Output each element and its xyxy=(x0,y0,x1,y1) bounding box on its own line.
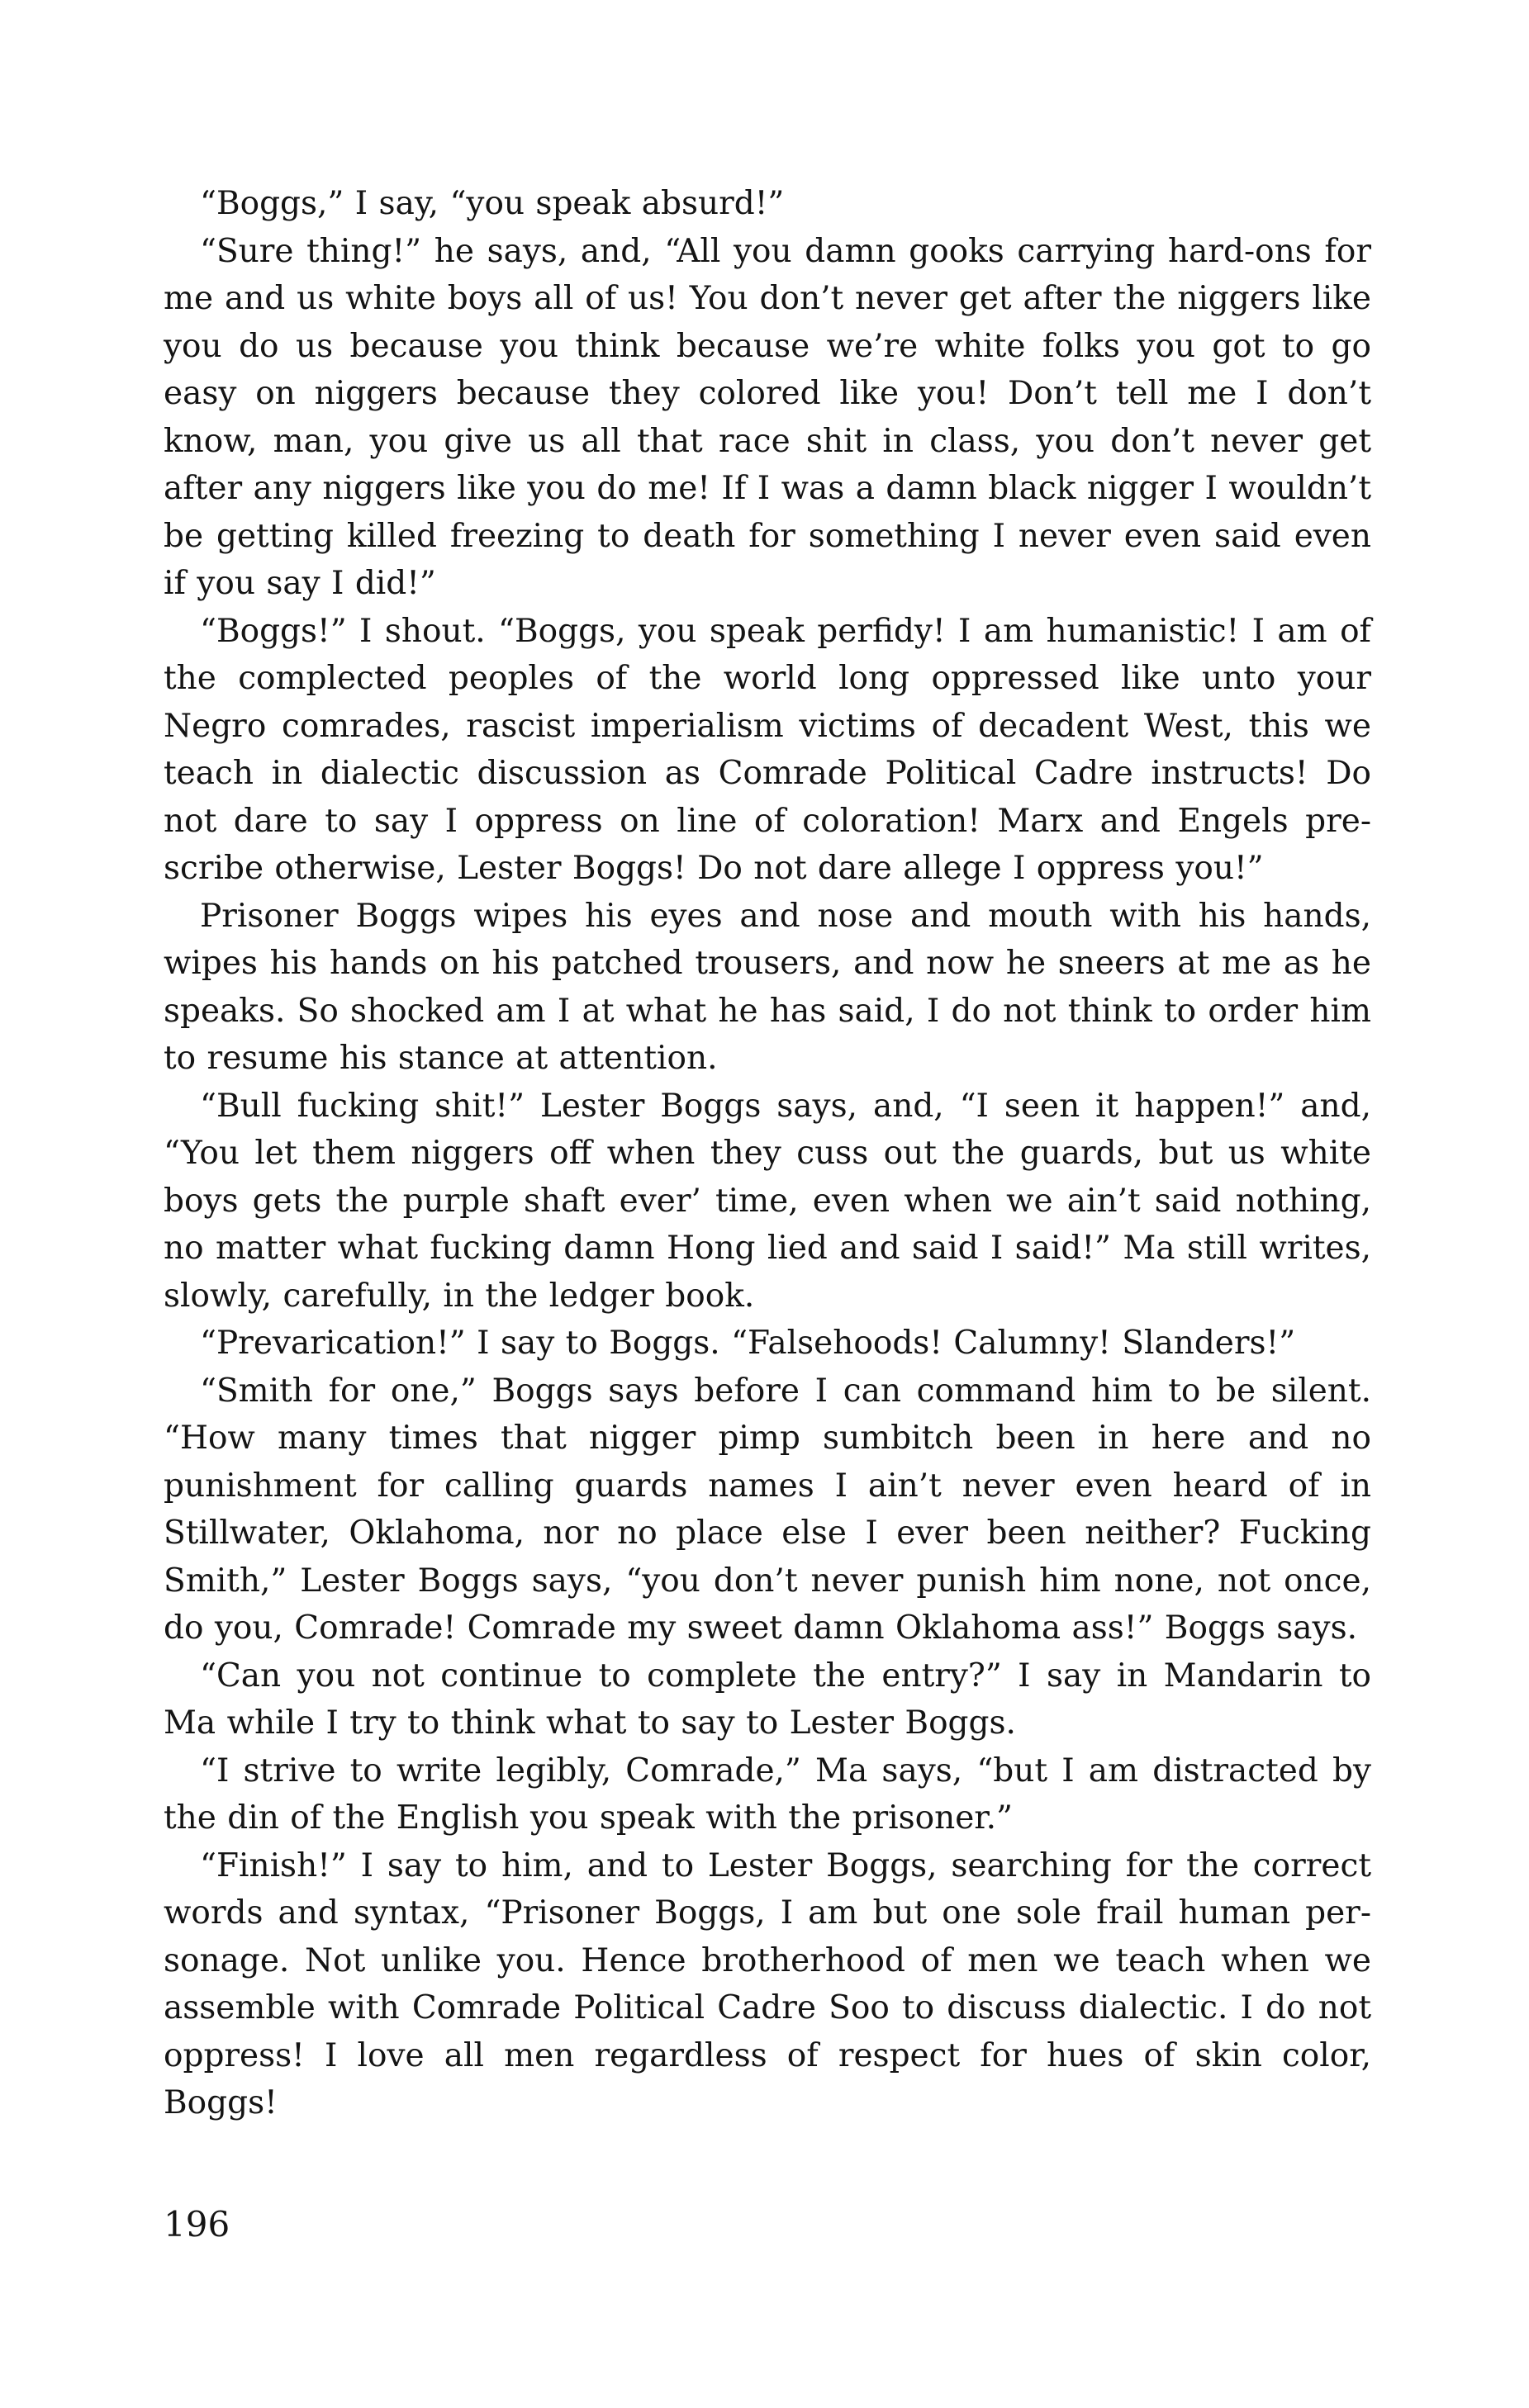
paragraph-6: “Prevarication!” I say to Boggs. “Falsehoods! Calumny! Slanders!” xyxy=(200,1325,1296,1362)
paragraph-1: “Boggs,” I say, “you speak absurd!” xyxy=(200,185,785,222)
page-body xyxy=(164,180,1371,2127)
paragraph-4: Prisoner Boggs wipes his eyes and nose and mouth with his hands, wipes his hands on his patched trousers, and now he sneers at me as he speaks. So shocked am I at what he has said, I do not think to order him to resume his stance at attention. xyxy=(164,897,1371,1077)
paragraph-7: “Smith for one,” Boggs says before I can command him to be silent. “How many times that nigger pimp sumbitch been in here and no punishment for calling guards names I ain’t never even heard of in Stillwater, Oklahoma, nor no place else I ever been neither? Fucking Smith,” Lester Boggs says, “you don’t never punish him none, not once, do you, Comrade! Comrade my sweet damn Oklahoma ass!” Boggs says. xyxy=(164,1372,1371,1647)
paragraph-9: “I strive to write legibly, Comrade,” Ma says, “but I am distracted by the din of the English you speak with the prisoner.” xyxy=(164,1751,1371,1837)
paragraph-2: “Sure thing!” he says, and, “All you damn gooks carrying hard-ons for me and us white boys all of us! You don’t never get after the niggers like you do us because you think because we’re white folks you got to go easy on niggers because they colored like you! Don’t tell me I don’t know, man, you give us all that race shit in class, you don’t never get after any niggers like you do me! If I was a damn black nigger I wouldn’t be getting killed freezing to death for something I never even said even if you say I did!” xyxy=(164,232,1371,602)
paragraph-10: “Finish!” I say to him, and to Lester Boggs, searching for the correct words and syntax, “Prisoner Boggs, I am but one sole frail human personage. Not unlike you. Hence brotherhood of men we teach when we assemble with Comrade Political Cadre Soo to discuss dialectic. I do not oppress! I love all men regardless of respect for hues of skin color, Boggs! xyxy=(164,1846,1371,2121)
paragraph-3: “Boggs!” I shout. “Boggs, you speak perfidy! I am humanistic! I am of the complected peoples of the world long oppressed like unto your Negro comrades, rascist imperialism victims of decadent West, this we teach in dialectic discussion as Comrade Political Cadre instructs! Do not dare to say I oppress on line of coloration! Marx and Engels prescribe otherwise, Lester Boggs! Do not dare allege I oppress you!” xyxy=(164,612,1371,887)
paragraph-8: “Can you not continue to complete the entry?” I say in Mandarin to Ma while I try to think what to say to Lester Boggs. xyxy=(164,1657,1371,1742)
paragraph-5: “Bull fucking shit!” Lester Boggs says, and, “I seen it happen!” and, “You let them niggers off when they cuss out the guards, but us white boys gets the purple shaft ever’ time, even when we ain’t said nothing, no matter what fucking damn Hong lied and said I said!” Ma still writes, slowly, carefully, in the ledger book. xyxy=(164,1087,1371,1315)
page-number: 196 xyxy=(164,2204,230,2244)
